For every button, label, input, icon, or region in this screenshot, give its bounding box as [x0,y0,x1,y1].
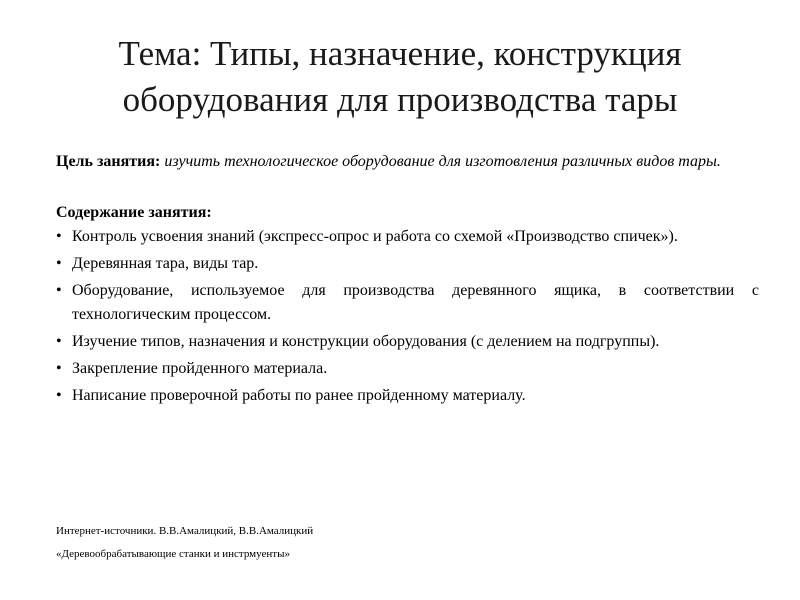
slide-title [60,31,740,123]
list-item-text: Оборудование, используемое для производства деревянного ящика, в соответствии с технологическим процессом. [72,282,759,323]
bullet-icon: • [56,282,62,299]
lesson-contents-list [56,225,759,408]
slide-content [56,150,759,408]
sources-line-1: Интернет-источники. В.В.Амалицкий, В.В.Амалицкий [56,525,314,537]
list-item-text: Контроль усвоения знаний (экспресс-опрос и работа со схемой «Производство спичек»). [72,228,678,245]
bullet-icon: • [56,255,62,272]
list-item [56,225,759,249]
list-item [56,357,759,381]
list-item-text: Закрепление пройденного материала. [72,360,328,377]
bullet-icon: • [56,387,62,404]
sources-line-2: «Деревообрабатывающие станки и инстрмуенты» [56,548,290,560]
bullet-icon: • [56,228,62,245]
list-item-text: Деревянная тара, виды тар. [72,255,259,272]
lesson-goal [56,150,759,174]
list-item [56,252,759,276]
list-item-text: Изучение типов, назначения и конструкции оборудования (с делением на подгруппы). [72,333,660,350]
lesson-contents-heading: Содержание занятия: [56,204,212,221]
slide-title-line-2: оборудования для производства тары [122,80,678,119]
lesson-goal-text: изучить технологическое оборудование для изготовления различных видов тары. [164,153,721,170]
list-item [56,384,759,408]
list-item [56,279,759,327]
slide-title-line-1: Тема: Типы, назначение, конструкция [118,34,682,73]
bullet-icon: • [56,333,62,350]
sources-note [56,520,313,566]
list-item-text: Написание проверочной работы по ранее пройденному материалу. [72,387,526,404]
bullet-icon: • [56,360,62,377]
lesson-goal-label: Цель занятия: [56,153,161,170]
list-item [56,330,759,354]
